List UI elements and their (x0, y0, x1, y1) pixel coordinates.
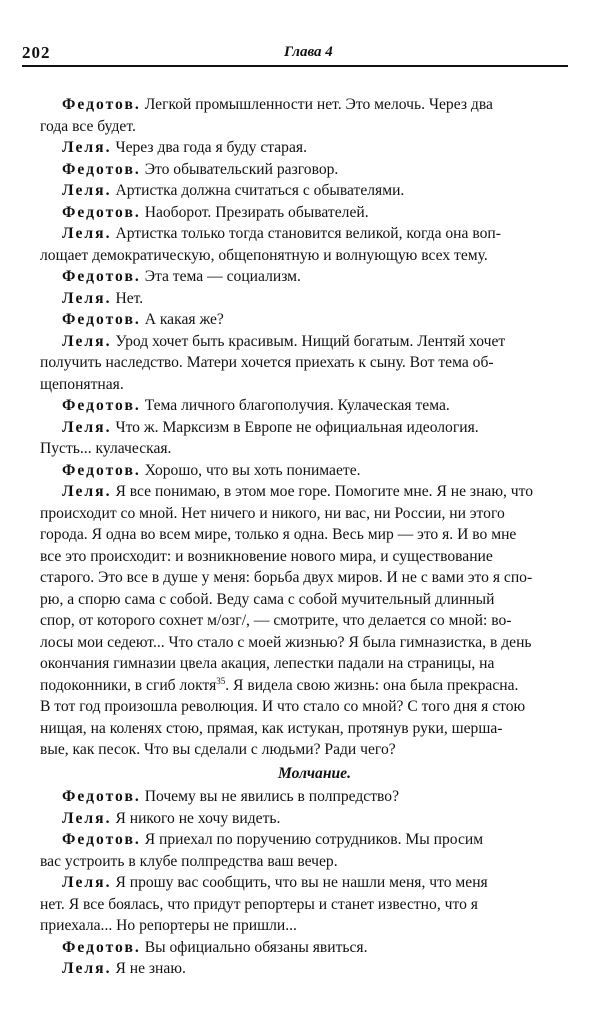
speech-text: Что ж. Марксизм в Европе не официальная идеология. (115, 418, 479, 436)
speech-text: Почему вы не явились в полпредство? (144, 788, 399, 805)
speaker-name: Федотов. (62, 96, 141, 113)
speech-text: Артистка должна считаться с обывателями. (115, 182, 405, 199)
speech-text: Я прошу вас сообщить, что вы не нашли меня, что меня (115, 874, 488, 891)
speaker-name: Леля. (62, 418, 112, 436)
dialogue-continuation (40, 894, 567, 916)
speaker-name: Федотов. (62, 268, 141, 285)
dialogue-continuation (40, 696, 567, 718)
speech-text: Наоборот. Презирать обывателей. (144, 203, 369, 221)
speech-text: рю, а спорю сама с собой. Веду сама с собой мучительный длинный (40, 590, 495, 608)
dialogue-line (62, 395, 567, 417)
speech-text: Я приехал по поручению сотрудников. Мы просим (144, 831, 484, 848)
speaker-name: Федотов. (62, 311, 141, 328)
dialogue-line (62, 331, 567, 353)
page-number: 202 (22, 43, 51, 62)
dialogue-line (62, 94, 567, 116)
speech-text: Нет. (115, 289, 144, 307)
speech-text: . Я видела свою жизнь: она была прекрасна. (225, 676, 519, 694)
speech-text: вас устроить в клубе полпредства ваш вечер. (40, 852, 338, 870)
dialogue-line (62, 266, 567, 288)
dialogue-line (62, 159, 567, 181)
dialogue-line (62, 808, 567, 830)
speech-text: все это происходит: и возникновение нового мира, и существование (40, 547, 493, 565)
speaker-name: Леля. (62, 483, 112, 500)
speech-text: Через два года я буду старая. (115, 139, 307, 156)
speaker-name: Федотов. (62, 938, 141, 956)
stage-direction: Молчание. (278, 764, 351, 782)
speech-text: нищая, на коленях стою, прямая, как истукан, протянув руки, шерша- (40, 719, 503, 737)
speech-text: А какая же? (144, 311, 224, 328)
speech-text: получить наследство. Матери хочется приехать к сыну. Вот тема об- (40, 354, 494, 371)
dialogue-line (62, 417, 567, 439)
speech-text: подоконники, в сгиб локтя (40, 676, 217, 694)
speech-text: нет. Я все боялась, что придут репортеры и станет известно, что я (40, 895, 478, 913)
speech-text: лосы мои седеют... Что стало с моей жизнью? Я была гимназистка, в день (40, 633, 532, 651)
dialogue-line (62, 958, 567, 980)
speaker-name: Леля. (62, 182, 112, 199)
dialogue-continuation (40, 524, 567, 546)
dialogue-continuation (40, 503, 567, 525)
speaker-name: Федотов. (62, 788, 141, 805)
dialogue-continuation (40, 374, 567, 396)
dialogue-continuation (40, 116, 567, 138)
speech-text: Тема личного благополучия. Кулаческая тема. (144, 397, 450, 414)
speech-text: Хорошо, что вы хоть понимаете. (144, 461, 361, 479)
speech-text: В тот год произошла революция. И что стало со мной? С того дня я стою (40, 698, 526, 715)
speaker-name: Федотов. (62, 203, 141, 221)
speech-text: старого. Это все в душе у меня: борьба двух миров. И не с вами это я спо- (40, 569, 533, 586)
dialogue-continuation (40, 610, 567, 632)
dialogue-line (62, 786, 567, 808)
running-header (22, 43, 568, 67)
speaker-name: Леля. (62, 139, 112, 156)
speech-text: спор, от которого сохнет м/озг/, — смотрите, что делается со мной: во- (40, 612, 512, 629)
dialogue-continuation (40, 245, 567, 267)
dialogue-line (62, 460, 567, 482)
dialogue-continuation (40, 653, 567, 675)
dialogue-line (62, 481, 567, 503)
speaker-name: Федотов. (62, 461, 141, 479)
speaker-name: Леля. (62, 332, 112, 350)
dialogue-line (62, 288, 567, 310)
speech-text: вые, как песок. Что вы сделали с людьми? Ради чего? (40, 741, 396, 758)
dialogue-continuation (40, 352, 567, 374)
chapter-title: Глава 4 (284, 44, 333, 60)
dialogue-continuation (40, 675, 567, 697)
dialogue-line (62, 937, 567, 959)
speech-text: Легкой промышленности нет. Это мелочь. Через два (144, 96, 493, 113)
dialogue-continuation (40, 632, 567, 654)
dialogue-continuation (40, 851, 567, 873)
speech-text: Урод хочет быть красивым. Нищий богатым. Лентяй хочет (115, 332, 506, 350)
dialogue-continuation (40, 915, 567, 937)
speech-text: года все будет. (40, 117, 136, 135)
dialogue-continuation (40, 567, 567, 589)
dialogue-line (62, 872, 567, 894)
speech-text: Я не знаю. (115, 960, 186, 977)
speech-text: Пусть... кулаческая. (40, 440, 172, 457)
speaker-name: Федотов. (62, 397, 141, 414)
speech-text: происходит со мной. Нет ничего и никого, ни вас, ни России, ни этого (40, 504, 505, 522)
speech-text: окончания гимназии цвела акация, лепестки падали на страницы, на (40, 655, 495, 672)
dialogue-line (62, 309, 567, 331)
speech-text: Эта тема — социализм. (144, 268, 301, 285)
dialogue-line (62, 223, 567, 245)
speaker-name: Федотов. (62, 160, 141, 178)
play-text (40, 94, 567, 980)
speaker-name: Федотов. (62, 831, 141, 848)
speech-text: приехала... Но репортеры не пришли... (40, 917, 297, 934)
speech-text: лощает демократическую, общепонятную и волнующую всех тему. (40, 246, 488, 264)
dialogue-continuation (40, 589, 567, 611)
speaker-name: Леля. (62, 289, 112, 307)
dialogue-continuation (40, 739, 567, 761)
speech-text: Это обывательский разговор. (144, 160, 339, 178)
dialogue-line (62, 137, 567, 159)
speech-text: Я все понимаю, в этом мое горе. Помогите мне. Я не знаю, что (115, 483, 534, 500)
speaker-name: Леля. (62, 960, 112, 977)
dialogue-line (62, 202, 567, 224)
speech-text: Я никого не хочу видеть. (115, 809, 281, 827)
dialogue-continuation (40, 546, 567, 568)
dialogue-continuation (40, 718, 567, 740)
speech-text: щепонятная. (40, 375, 124, 393)
footnote-marker: 35 (216, 675, 226, 686)
speaker-name: Леля. (62, 225, 112, 242)
speech-text: Вы официально обязаны явиться. (144, 938, 368, 956)
speaker-name: Леля. (62, 874, 112, 891)
dialogue-line (62, 829, 567, 851)
speech-text: города. Я одна во всем мире, только я одна. Весь мир — это я. И во мне (40, 526, 517, 543)
speaker-name: Леля. (62, 809, 112, 827)
dialogue-continuation (40, 438, 567, 460)
speech-text: Артистка только тогда становится великой, когда она воп- (115, 225, 501, 242)
dialogue-line (62, 180, 567, 202)
